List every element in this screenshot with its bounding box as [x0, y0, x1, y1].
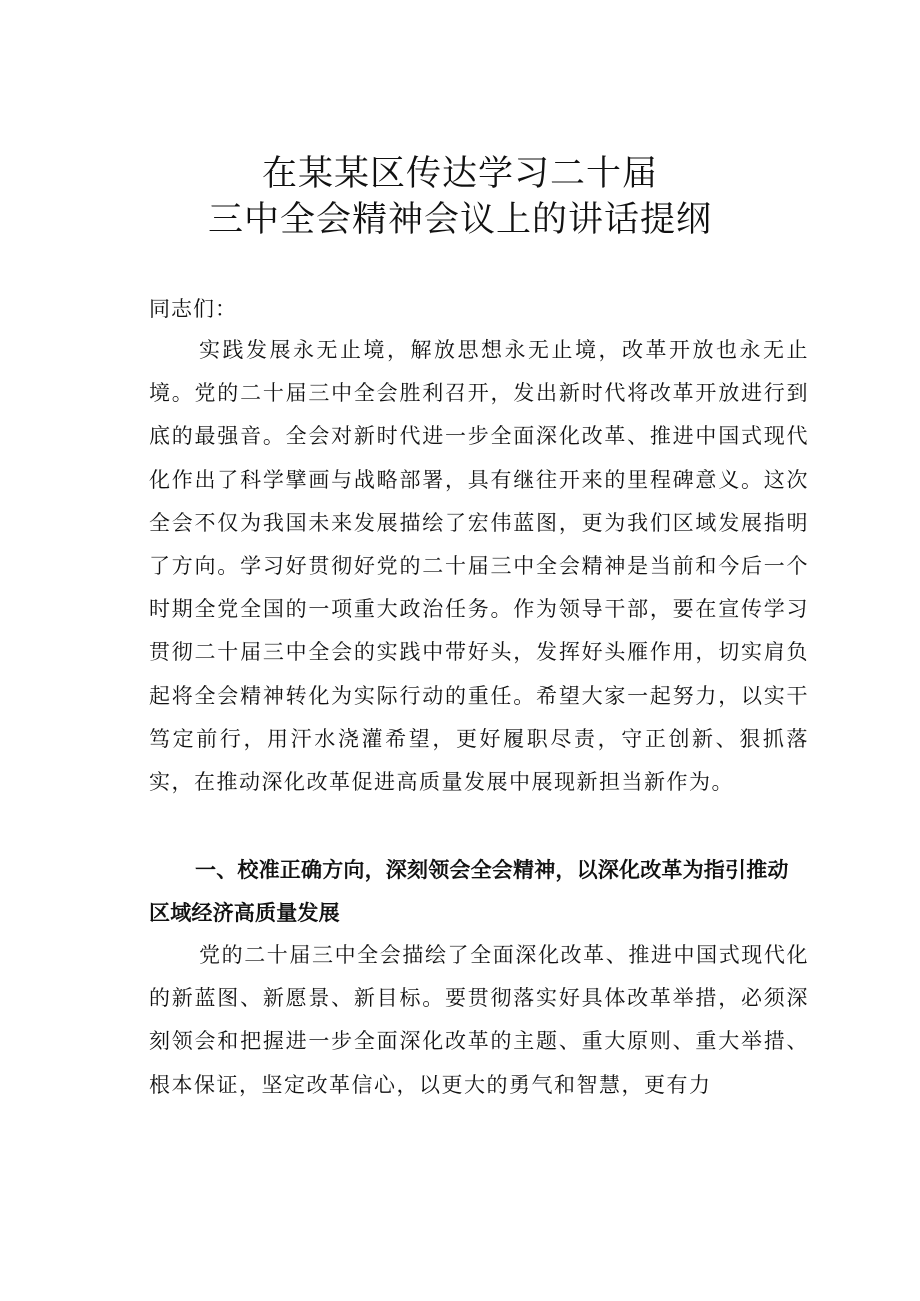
salutation: 同志们： — [149, 297, 237, 321]
section-heading-1: 一、校准正确方向，深刻领会全会精神，以深化改革为指引推动区域经济高质量发展 — [149, 858, 789, 926]
document-title-line-2: 三中全会精神会议上的讲话提纲 — [207, 200, 712, 240]
document-title-line-1: 在某某区传达学习二十届 — [261, 154, 658, 194]
intro-paragraph: 实践发展永无止境，解放思想永无止境，改革开放也永无止境。党的二十届三中全会胜利召开，发出新时代将改革开放进行到底的最强音。全会对新时代进一步全面深化改革、推进中国式现代化作出了科学擘画与战略部署，具有继往开来的里程碑意义。这次全会不仅为我国未来发展描绘了宏伟蓝图，更为我们区域发展指明了方向。学习好贯彻好党的二十届三中全会精神是当前和今后一个时期全党全国的一项重大政治任务。作为领导干部，要在宣传学习贯彻二十届三中全会的实践中带好头，发挥好头雁作用，切实肩负起将全会精神转化为实际行动的重任。希望大家一起努力，以实干笃定前行，用汗水浇灌希望，更好履职尽责，守正创新、狠抓落实，在推动深化改革促进高质量发展中展现新担当新作为。 — [149, 338, 809, 795]
section-1-paragraph: 党的二十届三中全会描绘了全面深化改革、推进中国式现代化的新蓝图、新愿景、新目标。要贯彻落实好具体改革举措，必须深刻领会和把握进一步全面深化改革的主题、重大原则、重大举措、根本保证，坚定改革信心，以更大的勇气和智慧，更有力 — [149, 943, 809, 1097]
